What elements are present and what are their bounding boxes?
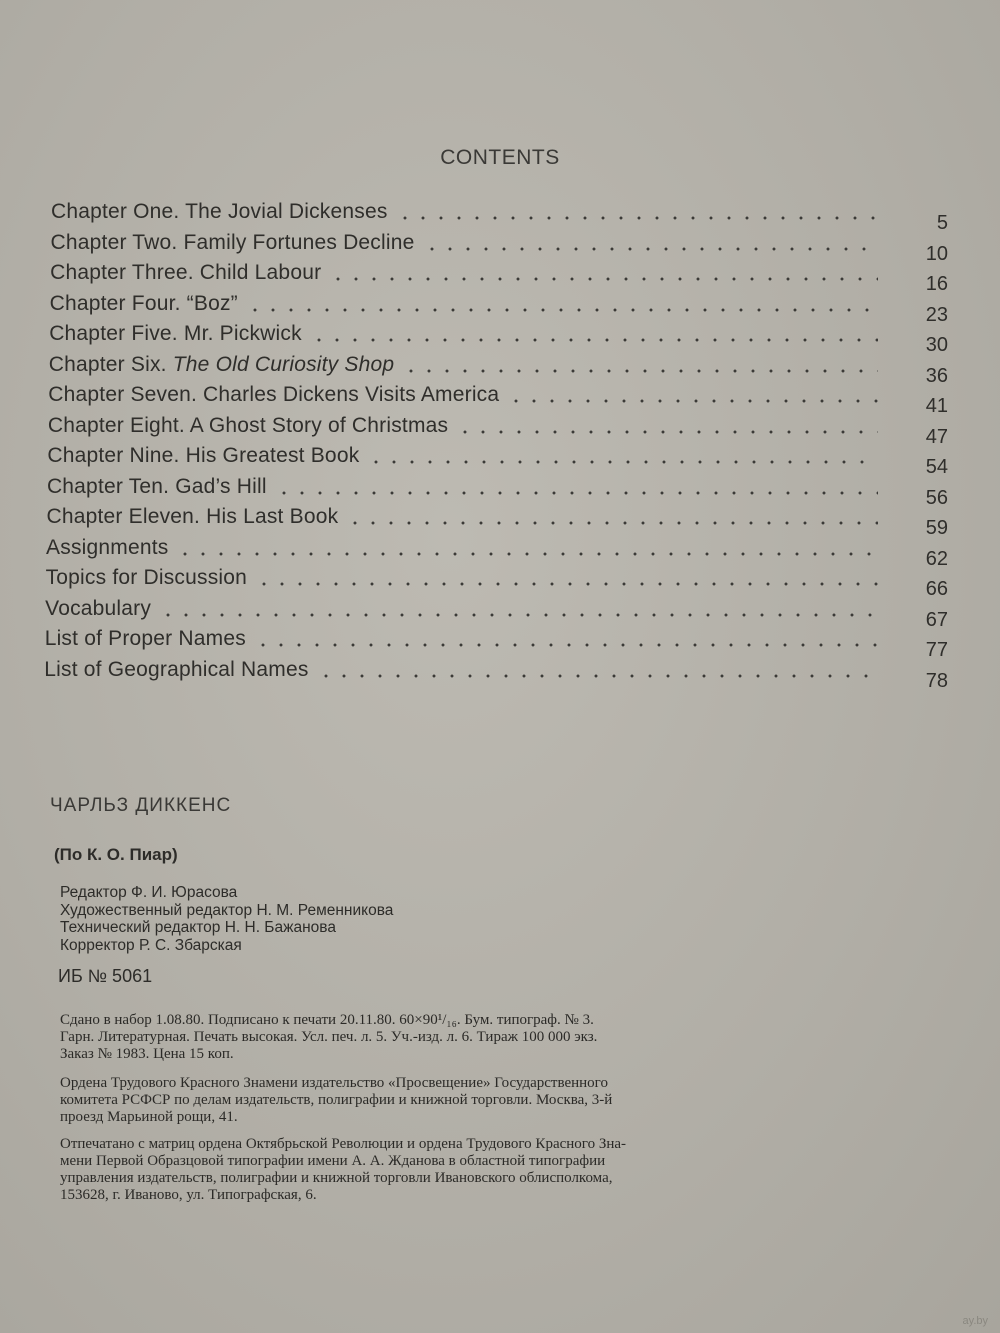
- toc-entry-label: List of Geographical Names: [44, 657, 309, 681]
- toc-dot-leader: [507, 399, 878, 403]
- toc-entry-label: Assignments: [46, 535, 169, 559]
- toc-dot-leader: [396, 216, 878, 220]
- toc-dot-leader: [402, 369, 878, 373]
- toc-entry-label: [49, 353, 395, 377]
- toc-dot-leader: [176, 552, 878, 556]
- toc-entry-label: Chapter One. The Jovial Dickenses: [51, 200, 388, 223]
- toc-page-number: 54: [925, 456, 948, 478]
- toc-dot-leader: [159, 613, 878, 617]
- toc-entry-label: Chapter Two. Family Fortunes Decline: [50, 230, 415, 254]
- publisher-line: Ордена Трудового Красного Знамени издательство «Просвещение» Государственного: [60, 1075, 608, 1091]
- toc-entry-label: Chapter Seven. Charles Dickens Visits America: [48, 383, 500, 406]
- toc-row: [44, 627, 948, 661]
- toc-row: [44, 657, 948, 692]
- toc-entry-label: Chapter Nine. His Greatest Book: [47, 444, 360, 467]
- toc-entry-label: Chapter Four. “Boz”: [49, 291, 238, 315]
- print-info: [60, 1012, 955, 1063]
- toc-row: [51, 200, 948, 234]
- toc-page-number: 77: [925, 639, 948, 661]
- printer-line: управления издательств, полиграфии и книжной торговли Ивановского облисполкома,: [60, 1170, 613, 1186]
- toc-row: [49, 291, 948, 326]
- toc-dot-leader: [254, 643, 878, 647]
- ib-number: ИБ № 5061: [58, 966, 153, 986]
- toc-row: [48, 352, 948, 387]
- toc-dot-leader: [456, 430, 878, 434]
- credit-line: Технический редактор Н. Н. Бажанова: [60, 919, 336, 936]
- credit-line: Редактор Ф. И. Юрасова: [60, 884, 238, 901]
- toc-dot-leader: [423, 247, 878, 251]
- toc-entry-label: Chapter Ten. Gad’s Hill: [46, 474, 267, 498]
- toc-entry-label: Vocabulary: [45, 596, 152, 620]
- toc-entry-label: Chapter Eight. A Ghost Story of Christmas: [47, 413, 449, 437]
- toc-dot-leader: [367, 460, 878, 464]
- toc-page-number: 47: [925, 425, 948, 448]
- toc-row: [47, 413, 948, 448]
- toc-page-number: 41: [925, 395, 948, 417]
- toc-page-number: 59: [925, 517, 948, 539]
- toc-row: [48, 383, 948, 417]
- publisher-line: проезд Марьиной рощи, 41.: [60, 1109, 238, 1125]
- toc-row: [45, 566, 948, 600]
- printer-info: [60, 1136, 955, 1204]
- toc-row: [50, 230, 948, 265]
- printer-line: Отпечатано с матриц ордена Октябрьской Революции и ордена Трудового Красного Зна-: [60, 1136, 627, 1152]
- toc-dot-leader: [346, 521, 878, 525]
- print-info-line: Гарн. Литературная. Печать высокая. Усл. печ. л. 5. Уч.-изд. л. 6. Тираж 100 000 экз.: [60, 1029, 598, 1045]
- toc-page-number: 16: [925, 273, 948, 295]
- toc-entry-label: Topics for Discussion: [45, 566, 248, 589]
- toc-entry-label: Chapter Eleven. His Last Book: [46, 505, 339, 528]
- printer-line: мени Первой Образцовой типографии имени А. А. Жданова в областной типографии: [60, 1153, 606, 1169]
- publisher-line: комитета РСФСР по делам издательств, полиграфии и книжной торговли. Москва, 3-й: [60, 1092, 613, 1108]
- toc-row: [46, 535, 948, 570]
- print-info-line: Заказ № 1983. Цена 15 коп.: [60, 1046, 234, 1062]
- toc-entry-label: List of Proper Names: [44, 627, 246, 650]
- toc-dot-leader: [255, 582, 878, 586]
- toc-page-number: 78: [925, 669, 948, 692]
- toc-dot-leader: [310, 338, 878, 342]
- watermark: ay.by: [962, 1315, 988, 1327]
- toc-row: [46, 474, 948, 509]
- toc-entry-label-italic: The Old Curiosity Shop: [172, 352, 395, 376]
- publisher-info: [60, 1075, 955, 1126]
- toc-dot-leader: [246, 308, 878, 312]
- printer-line: 153628, г. Иваново, ул. Типографская, 6.: [60, 1187, 317, 1203]
- toc-row: [49, 322, 948, 356]
- toc-row: [50, 261, 948, 295]
- toc-page-number: 62: [925, 547, 948, 570]
- credit-line: Корректор Р. С. Збарская: [60, 936, 242, 954]
- toc-row: [46, 505, 949, 539]
- toc-page-number: 10: [925, 242, 948, 265]
- toc-entry-label-prefix: Chapter Six.: [48, 352, 173, 376]
- credit-line: Художественный редактор Н. М. Ременникова: [60, 901, 394, 919]
- editorial-credits: [60, 884, 393, 954]
- toc-dot-leader: [317, 674, 878, 678]
- toc-page-number: 56: [925, 486, 948, 509]
- toc-page-number: 23: [925, 303, 948, 326]
- toc-page-number: 5: [936, 212, 948, 234]
- toc-dot-leader: [329, 277, 878, 281]
- toc-entry-label: Chapter Three. Child Labour: [50, 261, 322, 284]
- contents-heading: CONTENTS: [440, 146, 560, 169]
- toc-page-number: 66: [925, 578, 948, 600]
- print-info-line: Сдано в набор 1.08.80. Подписано к печати 20.11.80. 60×90¹/₁₆. Бум. типограф. № 3.: [60, 1012, 594, 1028]
- toc-page-number: 36: [925, 364, 948, 387]
- russian-book-title: ЧАРЛЬЗ ДИККЕНС: [50, 795, 232, 816]
- toc-page-number: 67: [925, 608, 948, 631]
- toc-row: [45, 596, 948, 631]
- russian-book-subtitle: (По К. О. Пиар): [54, 845, 178, 864]
- toc-page-number: 30: [925, 334, 948, 356]
- toc-dot-leader: [275, 491, 878, 495]
- toc-row: [47, 444, 948, 478]
- toc-entry-label: Chapter Five. Mr. Pickwick: [49, 322, 302, 345]
